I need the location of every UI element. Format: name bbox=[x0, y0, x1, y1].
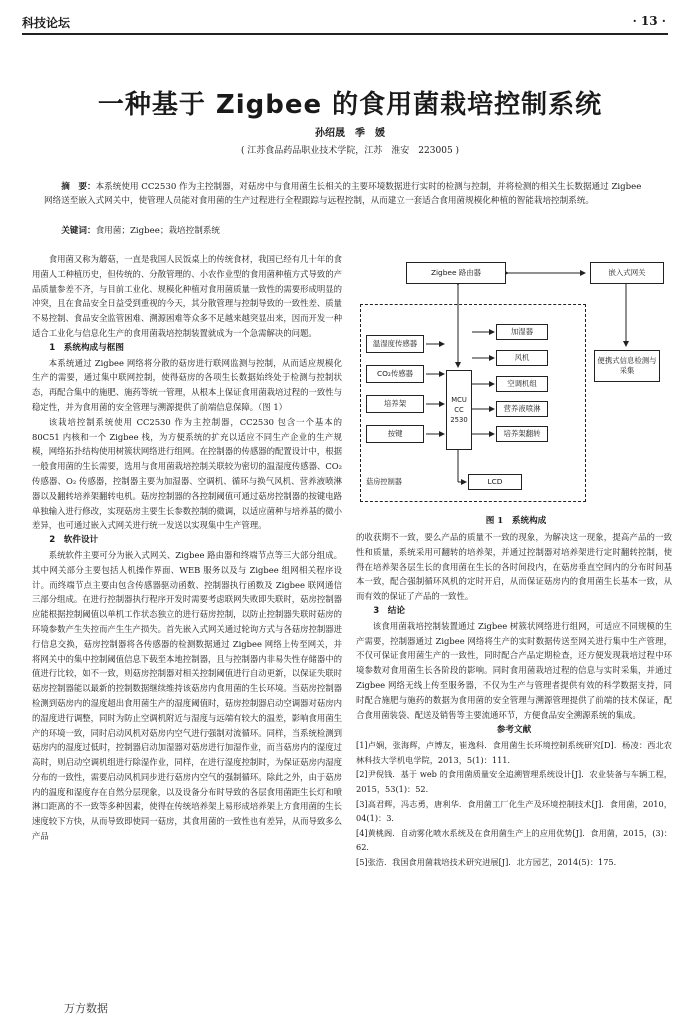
watermark: 万方数据 bbox=[64, 1002, 108, 1015]
continued-paragraph: 的收获期不一致，要么产品的质量不一致的现象，为解决这一现象，提高产品的一致性和质量，系统采用可翻转的培养架，并通过控制器对培养架进行定时翻转控制，使得在培养架各层生长的食用菌在生长的各时间段内，在菇房垂直空间内的分布时间基本一致，配合强制循环风机的定时开启，从而保证菇房内的食用菌生长基本一致，从而有效的保证了产品的一致性。 bbox=[356, 532, 672, 602]
intro-paragraph: 食用菌又称为蘑菇，一直是我国人民饭桌上的传统食材，我国已经有几十年的食用菌人工种植历史，但传统的、分散管理的、小农作业型的食用菌种植方式导致的产品质量参差不齐，与目前工业化、规模化种植对食用菌质量一致性的需要形成明显的冲突，且在食品安全日益受到重视的今天，其分散管理与控制导致的一致性差、质量不易控制、食品安全监管困难、溯源困难等众多不足越来越突显出来，因而开发一种适合工业化与信息化生产的食用菌栽培控制装置就成为一个急需解决的问题。 bbox=[32, 254, 342, 338]
keypad-box: 按键 bbox=[366, 425, 424, 443]
reference-item: [2]尹倪钱．基于 web 的食用菌质量安全追溯管理系统设计[J]．农业装备与车辆工程，2015，53(1)：52． bbox=[356, 769, 672, 794]
reference-item: [3]高君辉，冯志勇，唐利华．食用菌工厂化生产及环境控制技术[J]．食用菌，2010，04(1)：3． bbox=[356, 798, 672, 824]
header-rule bbox=[22, 33, 668, 35]
paper-title: 一种基于 Zigbee 的食用菌栽培控制系统 bbox=[97, 90, 603, 120]
reference-item: [1]卢娴，张海辉，卢博友，崔逸科．食用菌生长环境控制系统研究[D]．杨凌：西北农林科技大学机电学院，2013，5(1)：111． bbox=[356, 740, 672, 765]
embedded-gateway-box: 嵌入式网关 bbox=[590, 262, 664, 284]
humidifier-box: 加湿器 bbox=[496, 324, 548, 340]
section-2-title: 2 软件设计 bbox=[49, 535, 99, 546]
nutrient-spray-box: 营养液喷淋 bbox=[496, 401, 548, 417]
co2-sensor-box: CO₂传感器 bbox=[366, 365, 424, 383]
zigbee-router-box: Zigbee 路由器 bbox=[406, 262, 506, 284]
reference-item: [4]黄桃阁．自动雾化喷水系统及在食用菌生产上的应用优势[J]．食用菌，2015，(3)：62． bbox=[356, 827, 672, 853]
portable-detector-box: 便携式信息检测与采集 bbox=[594, 350, 660, 382]
controller-label: 菇房控制器 bbox=[366, 477, 402, 486]
abstract-text: 本系统使用 CC2530 作为主控制器，对菇房中与食用菌生长相关的主要环境数据进行实时的检测与控制，并将检测的相关生长数据通过 Zigbee 网络送至嵌入式网关中，使管理人员能对食用菌的生产过程进行全程跟踪与远程控制，从而建立一套适合食用菌规模化种植的智能栽培控制系统。 bbox=[44, 182, 642, 206]
right-column bbox=[356, 530, 672, 870]
air-conditioner-box: 空调机组 bbox=[496, 376, 548, 392]
journal-column: 科技论坛 bbox=[22, 16, 71, 30]
section-2-paragraph-1: 系统软件主要可分为嵌入式网关、Zigbee 路由器和终端节点等三大部分组成。其中网关部分主要包括人机操作界面、WEB 服务以及与 Zigbee 组网相关程序设计。而终端节点主要由包含传感器驱动函数、控制器执行函数及 Zigbee 联网通信三部分组成。在进行控制器执行程序开发时需要考虑联网失败即失联时，菇房控制器应能根据控制阈值以单机工作状态独立的进行菇房控制，以防止控制器失联时菇房的环境参数产生失控而产生生产损失。首先嵌入式网关通过轮询方式与各菇房控制器进行信息交换，菇房控制器将各传感器的检测数据通过 Zigbee 网络上传至网关，并将网关中的集中控制阈值信息下载至本地控制器，且与控制器内非易失性存储器中的值进行比较，如不一致，则菇房控制器对相关控制阈值进行自动更新，以保证失联时菇房控制器能以最新的控制数据继续维持该菇房内食用菌的生长环境。当菇房控制器检测到菇房内的湿度超出食用菌生产的湿度阈值时，菇房控制器启动空调器对菇房内的湿度进行调整，同时为防止空调机附近与湿度与远端有较大的温差，影响食用菌生产的环境一致，同时启动风机对菇房内空气进行强制对流循环。同样，当系统检测到菇房内的湿度过低时，控制器启动加湿器对菇房进行加湿作业，而当菇房内的湿度过高时，则启动空调机组进行除湿作业，同样，在进行湿度控制时，为保证菇房内湿度分布的一致性，需要启动风机同步进行菇房内空气的强制循环。除此之外，由于菇房内的温度和湿度存在自然分层现象，以及设备分布时导致的各层食用菌距生长灯和喷淋口距离的不一致等多种因素，使得在传统培养架上易形成培养架上方食用菌的生长速度较下方快，从而导致即使同一菇房，其食用菌的一致性也有差异，从而导致多么产品 bbox=[32, 549, 342, 842]
culture-shelf-box: 培养架 bbox=[366, 395, 424, 413]
left-column bbox=[32, 252, 342, 844]
shelf-flip-box: 培养架翻转 bbox=[496, 426, 548, 442]
section-3-title: 3 结论 bbox=[373, 605, 405, 616]
section-3-paragraph-1: 该食用菌栽培控制装置通过 Zigbee 树簇状网络进行组网，可适应不同规模的生产需要，控制器通过 Zigbee 网络将生产的实时数据传送至网关进行集中生产管理，不仅可保证食用菌生产的一致性，同时配合产品定期检查，还方便发现栽培过程中环境参数对食用菌生长各阶段的影响。同时食用菌栽培过程的信息与实时采集，并通过 Zigbee 网络无线上传至服务器，不仅为生产与管理者提供有效的科学数据支持，同时配合施肥与施药的数据为食用菌的安全管理与溯源管理提供了前端的技术保证，配合食用菌装袋、配送及销售等主要流通环节，方便食品安全溯源系统的集成。 bbox=[356, 620, 672, 720]
mcu-cc2530-box: MCU CC 2530 bbox=[446, 370, 472, 450]
keywords-text: 食用菌；Zigbee；栽培控制系统 bbox=[95, 226, 221, 236]
references-title: 参考文献 bbox=[496, 725, 532, 736]
page-number: · 13 · bbox=[632, 14, 666, 28]
authors: 孙绍晟 季 媛 bbox=[315, 128, 385, 139]
keywords-label: 关键词： bbox=[61, 226, 96, 236]
affiliation: ( 江苏食品药品职业技术学院，江苏 淮安 223005 ) bbox=[240, 146, 460, 156]
abstract-label: 摘 要： bbox=[61, 182, 96, 192]
abstract bbox=[44, 180, 650, 208]
section-1-paragraph-2: 该栽培控制系统使用 CC2530 作为主控制器，CC2530 包含一个基本的 80C51 内核和一个 Zigbee 栈，为方便系统的扩充以适应不同生产企业的生产规模，网络拓扑结构使用树簇状网络进行组网。在控制器的传感器的配置设计中，根据一般食用菌的生长需要，选用与食用菌栽培控制关联较为密切的温湿度传感器、CO₂ 传感器、O₂ 传感器，控制器主要为加湿器、空调机、循环与换气风机、营养液喷淋器以及翻转培养架翻转电机。菇房控制器的各控制阈值可通过菇房控制器的按键电路单独输入进行修改，实现菇房主要生长参数控制的微调，以适应菌种与培养基的微小差异，也可通过嵌入式网关进行统一发送以实现集中生产管理。 bbox=[32, 416, 342, 531]
reference-item: [5]张浩．我国食用菌栽培技术研究进展[J]．北方园艺，2014(5)：175． bbox=[356, 856, 622, 867]
temp-humidity-sensor-box: 温湿度传感器 bbox=[366, 335, 424, 353]
system-diagram bbox=[358, 254, 674, 516]
lcd-box: LCD bbox=[468, 474, 522, 490]
keywords bbox=[44, 224, 650, 238]
section-1-title: 1 系统构成与框图 bbox=[49, 342, 124, 353]
fan-box: 风机 bbox=[496, 350, 548, 366]
section-1-paragraph-1: 本系统通过 Zigbee 网络将分散的菇房进行联网监测与控制，从而适应规模化生产的需要，通过集中联网控制，使得菇房的各项生长数据始终处于检测与控制状态，再配合集中的施肥、施药等统一管理，从根本上保证食用菌栽培过程的一致性与稳定性，并为食用菌的安全管理与溯源提供了前端信息保障。（图 1） bbox=[32, 357, 342, 412]
figure-caption: 图 1 系统构成 bbox=[485, 516, 547, 526]
